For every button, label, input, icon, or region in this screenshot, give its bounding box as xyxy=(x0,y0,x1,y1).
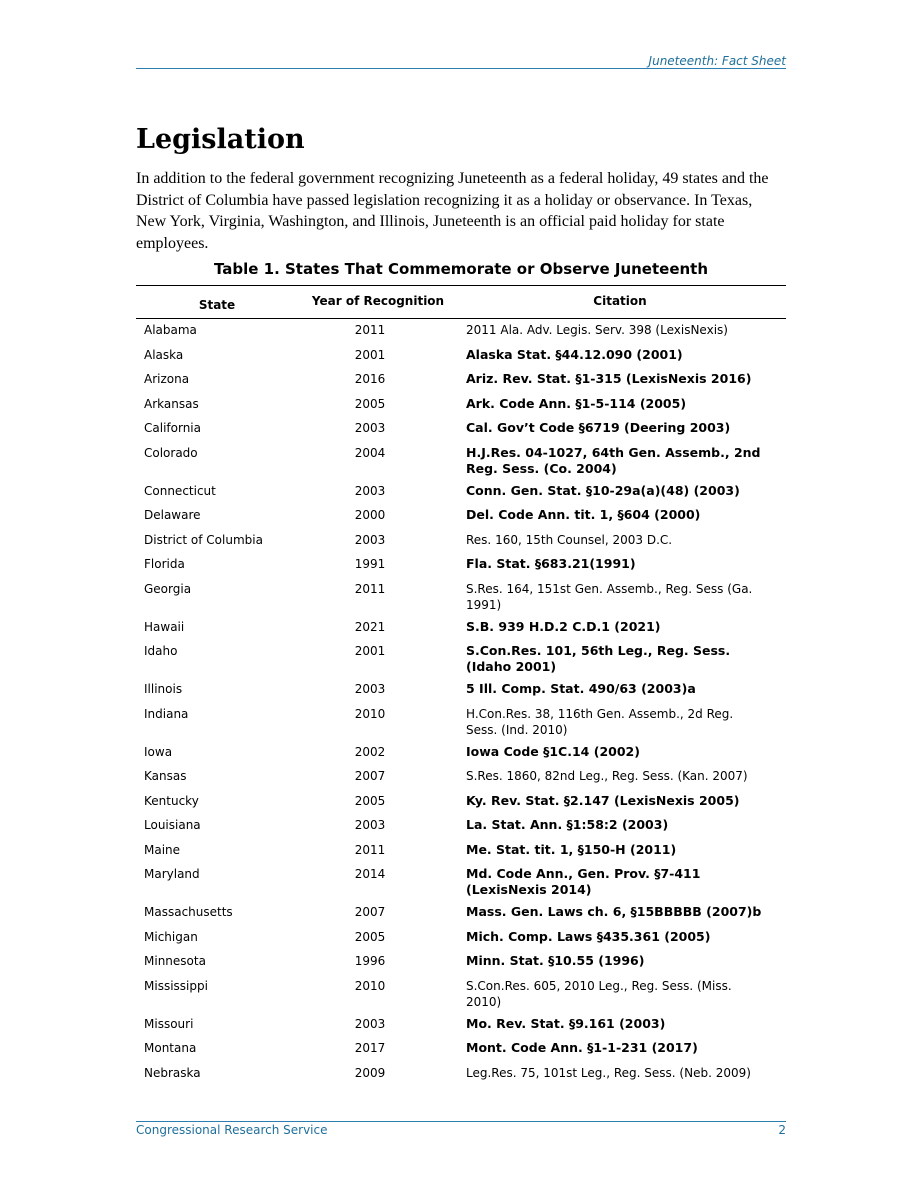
cell-year: 2003 xyxy=(354,532,386,547)
cell-state: Maine xyxy=(144,842,181,857)
table-row xyxy=(136,1065,786,1090)
cell-citation: Mo. Rev. Stat. §9.161 (2003) xyxy=(466,1015,666,1031)
cell-citation: Mass. Gen. Laws ch. 6, §15BBBBB (2007)b xyxy=(466,904,762,919)
cell-citation: Ark. Code Ann. §1-5-114 (2005) xyxy=(466,395,687,411)
cell-state: District of Columbia xyxy=(144,532,263,547)
cell-state: Delaware xyxy=(144,508,201,522)
cell-year: 2021 xyxy=(354,619,386,634)
table-row xyxy=(136,556,786,581)
cell-state: Montana xyxy=(144,1041,197,1055)
footer-publisher: Congressional Research Service xyxy=(136,1123,328,1137)
cell-citation: 5 Ill. Comp. Stat. 490/63 (2003)a xyxy=(466,681,696,696)
table-row xyxy=(136,842,786,867)
cell-citation: S.B. 939 H.D.2 C.D.1 (2021) xyxy=(466,618,661,634)
cell-citation: Me. Stat. tit. 1, §150-H (2011) xyxy=(466,841,677,857)
cell-year: 2001 xyxy=(354,644,386,658)
table-row xyxy=(136,532,786,557)
cell-year: 2007 xyxy=(354,905,386,919)
cell-state: Maryland xyxy=(144,867,200,881)
cell-citation: Mont. Code Ann. §1-1-231 (2017) xyxy=(466,1040,698,1055)
cell-citation: Mich. Comp. Laws §435.361 (2005) xyxy=(466,928,711,944)
cell-state: Kansas xyxy=(144,769,187,783)
cell-state: Florida xyxy=(144,557,185,571)
cell-citation: Iowa Code §1C.14 (2002) xyxy=(466,743,640,759)
cell-state: Idaho xyxy=(144,644,178,658)
footer-rule xyxy=(136,1121,786,1122)
section-heading: Legislation xyxy=(136,124,305,155)
cell-state: Indiana xyxy=(144,706,189,721)
table-row xyxy=(136,619,786,644)
cell-year: 2003 xyxy=(354,421,386,435)
cell-citation: Fla. Stat. §683.21(1991) xyxy=(466,556,636,571)
cell-year: 2011 xyxy=(354,581,386,596)
cell-state: Iowa xyxy=(144,744,173,759)
column-header-state: State xyxy=(198,298,236,312)
table-row xyxy=(136,347,786,372)
cell-state: Connecticut xyxy=(144,483,216,498)
table-title: Table 1. States That Commemorate or Observe Juneteenth xyxy=(213,260,709,278)
cell-year: 2004 xyxy=(354,445,386,460)
cell-state: Alabama xyxy=(144,323,197,337)
cell-year: 2005 xyxy=(354,396,386,411)
table-row xyxy=(136,866,786,904)
cell-citation: Minn. Stat. §10.55 (1996) xyxy=(466,953,645,968)
cell-year: 2011 xyxy=(354,323,386,337)
cell-state: Nebraska xyxy=(144,1065,201,1080)
cell-year: 2010 xyxy=(354,978,386,993)
cell-state: Mississippi xyxy=(144,978,208,993)
running-header: Juneteenth: Fact Sheet xyxy=(648,54,786,68)
cell-state: Massachusetts xyxy=(144,905,233,919)
table-row xyxy=(136,817,786,842)
column-header-citation: Citation xyxy=(593,294,647,308)
table-row xyxy=(136,904,786,929)
table-row xyxy=(136,978,786,1016)
cell-state: Missouri xyxy=(144,1016,194,1031)
cell-state: Alaska xyxy=(144,347,184,362)
cell-state: Arizona xyxy=(144,372,190,386)
table-row xyxy=(136,768,786,793)
cell-citation: S.Res. 1860, 82nd Leg., Reg. Sess. (Kan. 2007) xyxy=(466,769,748,783)
cell-year: 2005 xyxy=(354,929,386,944)
table-row xyxy=(136,581,786,619)
table-row xyxy=(136,1016,786,1041)
cell-year: 2010 xyxy=(354,706,386,721)
table-row xyxy=(136,445,786,483)
table-row xyxy=(136,420,786,445)
header-rule xyxy=(136,68,786,69)
cell-year: 2000 xyxy=(354,508,386,522)
cell-citation: Res. 160, 15th Counsel, 2003 D.C. xyxy=(466,532,673,547)
cell-state: Michigan xyxy=(144,929,198,944)
cell-citation: Md. Code Ann., Gen. Prov. §7-411 (LexisNexis 2014) xyxy=(466,866,701,897)
table-row xyxy=(136,929,786,954)
cell-state: Kentucky xyxy=(144,793,199,808)
cell-year: 2002 xyxy=(354,744,386,759)
cell-state: Arkansas xyxy=(144,396,199,411)
cell-year: 2007 xyxy=(354,769,386,783)
cell-year: 2016 xyxy=(354,372,386,386)
table-row xyxy=(136,483,786,508)
cell-citation: Leg.Res. 75, 101st Leg., Reg. Sess. (Neb. 2009) xyxy=(466,1065,751,1080)
cell-state: Colorado xyxy=(144,445,198,460)
cell-year: 1991 xyxy=(354,557,386,571)
cell-state: Illinois xyxy=(144,682,183,696)
cell-year: 2014 xyxy=(354,867,386,881)
cell-state: Louisiana xyxy=(144,818,201,832)
cell-year: 2011 xyxy=(354,842,386,857)
table-row xyxy=(136,396,786,421)
page-number: 2 xyxy=(778,1123,786,1137)
table-header-rule xyxy=(136,318,786,319)
cell-year: 2003 xyxy=(354,1016,386,1031)
cell-year: 2001 xyxy=(354,347,386,362)
table-top-rule xyxy=(136,285,786,286)
table-row xyxy=(136,322,786,347)
cell-citation: H.Con.Res. 38, 116th Gen. Assemb., 2d Reg. Sess. (Ind. 2010) xyxy=(466,706,734,737)
cell-citation: La. Stat. Ann. §1:58:2 (2003) xyxy=(466,817,669,832)
table-body xyxy=(136,322,786,1089)
cell-citation: Alaska Stat. §44.12.090 (2001) xyxy=(466,346,683,362)
table-row xyxy=(136,371,786,396)
cell-year: 2009 xyxy=(354,1065,386,1080)
cell-citation: S.Con.Res. 101, 56th Leg., Reg. Sess. (Idaho 2001) xyxy=(466,643,731,674)
cell-state: California xyxy=(144,421,201,435)
cell-year: 2017 xyxy=(354,1041,386,1055)
cell-state: Minnesota xyxy=(144,954,206,968)
cell-year: 1996 xyxy=(354,954,386,968)
cell-citation: H.J.Res. 04-1027, 64th Gen. Assemb., 2nd Reg. Sess. (Co. 2004) xyxy=(466,444,761,476)
cell-year: 2003 xyxy=(354,682,386,696)
table-row xyxy=(136,706,786,744)
table-row xyxy=(136,1040,786,1065)
table-row xyxy=(136,793,786,818)
intro-paragraph: In addition to the federal government recognizing Juneteenth as a federal holiday, 49 states and the District of Columbia have passed legislation recognizing it as a holiday or observance. In Texas, New York, Virginia, Washington, and Illinois, Juneteenth is an official paid holiday for state employees. xyxy=(136,170,769,252)
table-row xyxy=(136,643,786,681)
cell-citation: Conn. Gen. Stat. §10-29a(a)(48) (2003) xyxy=(466,482,740,498)
cell-citation: Ky. Rev. Stat. §2.147 (LexisNexis 2005) xyxy=(466,792,740,808)
cell-citation: 2011 Ala. Adv. Legis. Serv. 398 (LexisNexis) xyxy=(466,323,728,337)
cell-citation: Del. Code Ann. tit. 1, §604 (2000) xyxy=(466,507,701,522)
column-header-year: Year of Recognition xyxy=(311,294,445,308)
table-row xyxy=(136,744,786,769)
cell-citation: Cal. Gov’t Code §6719 (Deering 2003) xyxy=(466,420,731,435)
table-row xyxy=(136,953,786,978)
cell-citation: Ariz. Rev. Stat. §1-315 (LexisNexis 2016) xyxy=(466,371,752,386)
cell-state: Georgia xyxy=(144,581,192,596)
cell-year: 2005 xyxy=(354,793,386,808)
table-row xyxy=(136,507,786,532)
cell-citation: S.Res. 164, 151st Gen. Assemb., Reg. Sess (Ga. 1991) xyxy=(466,581,753,612)
cell-year: 2003 xyxy=(354,818,386,832)
table-row xyxy=(136,681,786,706)
cell-state: Hawaii xyxy=(144,619,185,634)
cell-citation: S.Con.Res. 605, 2010 Leg., Reg. Sess. (Miss. 2010) xyxy=(466,978,732,1009)
cell-year: 2003 xyxy=(354,483,386,498)
